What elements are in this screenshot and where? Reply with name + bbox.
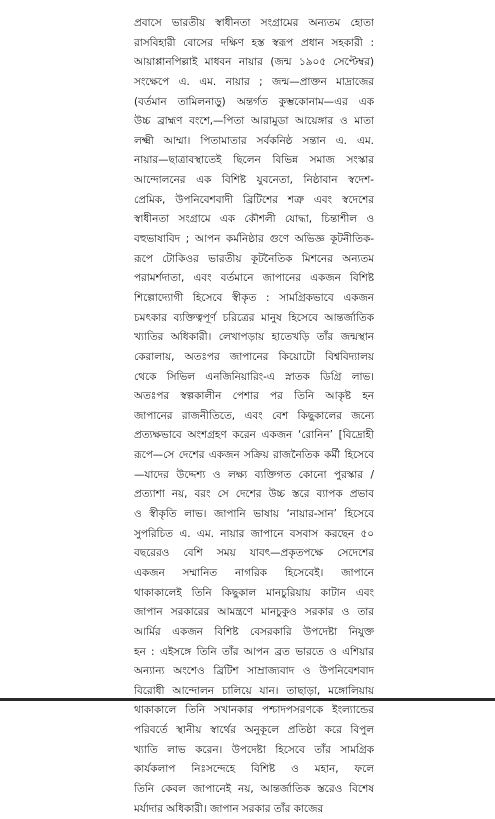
text-line: স্বাধীনতা সংগ্রামে এক কৌশলী যোদ্ধা, চিন্তাশীল ও bbox=[134, 213, 374, 226]
text-line: সংক্ষেপে এ. এম. নায়ার ; জন্ম—প্রাক্তন মাদ্রাজের bbox=[134, 75, 374, 88]
text-line: কার্যকলাপ নিঃসন্দেহে বিশিষ্ট ও মহান, ফলে bbox=[134, 763, 374, 776]
text-line: আয়াপ্পানপিল্লাই মাধবন নায়ার (জন্ম ১৯০৫ সেপ্টেম্বর) bbox=[134, 56, 374, 69]
text-line: খ্যাতি লাভ করেন। উপদেষ্টা হিসেবে তাঁর সামগ্রিক bbox=[134, 743, 374, 756]
text-line: একজন সম্মানিত নাগরিক হিসেবেই। জাপানে bbox=[134, 566, 374, 579]
text-line: সুপরিচিত এ. এম. নায়ার জাপানে বসবাস করছেন ৫০ bbox=[134, 527, 374, 540]
text-line: প্রত্যক্ষভাবে অংশগ্রহণ করেন একজন ‘রোনিন’ [বিদ্রোহী bbox=[134, 429, 374, 442]
text-line: বহুভাষাবিদ ; আপন কর্মনিষ্ঠার গুণে অভিজ্ঞ কূটনীতিক- bbox=[134, 233, 374, 246]
text-line: থাকাকালে তিনি সখানকার পশ্চাদপসরণকে ইংল্যান্ডের bbox=[134, 704, 374, 717]
text-line: হন : এইসঙ্গে তিনি তাঁর আপন ব্রত ভারতে ও এশিয়ার bbox=[134, 645, 374, 658]
text-line: চমৎকার ব্যক্তিত্বপূর্ণ চরিত্রের মানুষ হিসেবে আন্তর্জাতিক bbox=[134, 311, 374, 324]
text-line: জাপানের রাজনীতিতে, এবং বেশ কিছুকালের জন্যে bbox=[134, 409, 374, 422]
text-line: নায়ার—ছাত্রাবস্থাতেই ছিলেন বিভিন্ন সমাজ সংস্কার bbox=[134, 154, 374, 167]
text-line: প্রত্যাশা নয়, বরং সে দেশের উচ্চ স্তরে ব্যাপক প্রভাব bbox=[134, 488, 374, 501]
text-line: রাসবিহারী বোসের দক্ষিণ হস্ত স্বরূপ প্রধান সহকারী : bbox=[134, 36, 374, 49]
text-line: আর্মির একজন বিশিষ্ট বেসরকারি উপদেষ্টা নিযুক্ত bbox=[134, 625, 374, 638]
text-line: অতঃপর স্বল্পকালীন পেশার পর তিনি আকৃষ্ট হন bbox=[134, 390, 374, 403]
text-line: লক্ষ্মী আম্মা। পিতামাতার সর্বকনিষ্ঠ সন্তান এ. এম. bbox=[134, 134, 374, 147]
text-line: বিরোধী আন্দোলন চালিয়ে যান। তাছাড়া, মঙ্গোলিয়ায় bbox=[134, 684, 374, 697]
text-line: পরিবর্তে স্থানীয় স্বার্থের অনুকূলে প্রতিষ্ঠা করে বিপুল bbox=[134, 724, 374, 737]
text-line: (বর্তমান তামিলনাড়ু) অন্তর্গত কুম্ভকোনাম—এর এক bbox=[134, 95, 374, 108]
text-line: রূপে—সে দেশের একজন সক্রিয় রাজনৈতিক কর্মী হিসেবে bbox=[134, 449, 374, 462]
text-line: থাকাকালেই তিনি কিছুকাল মানচুরিয়ায় কাটান এবং bbox=[134, 586, 374, 599]
text-line: থেকে সিভিল এনজিনিয়ারিং-এ স্নাতক ডিগ্রি লাভ। bbox=[134, 370, 374, 383]
text-line: প্রবাসে ভারতীয় স্বাধীনতা সংগ্রামের অন্যতম হোতা bbox=[134, 17, 374, 29]
text-line: অন্যান্য অংশেও ব্রিটিশ সাম্রাজ্যবাদ ও উপনিবেশবাদ bbox=[134, 665, 374, 678]
text-line: আন্দোলনের এক বিশিষ্ট যুবনেতা, নিষ্ঠাবান স্বদেশ- bbox=[134, 174, 374, 187]
text-line: তিনি কেবল জাপানেই নয়, আন্তর্জাতিক স্তরেও বিশেষ bbox=[134, 782, 374, 795]
text-line: পরামর্শদাতা, এবং বর্তমানে জাপানের একজন বিশিষ্ট bbox=[134, 272, 374, 285]
text-line: শিল্পোদ্যোগী হিসেবে স্বীকৃত : সামগ্রিকভাবে একজন bbox=[134, 291, 374, 304]
text-line: খ্যাতির অধিকারী। লেখাপড়ায় হাতেখড়ি তাঁর জন্মস্থান bbox=[134, 331, 374, 344]
text-line: মর্যাদার অধিকারী। জাপান সরকার তাঁর কাজের bbox=[134, 802, 324, 815]
text-line: জাপান সরকারের আমন্ত্রণে মানচুকুও সরকার ও তার bbox=[134, 606, 374, 619]
text-line: ও স্বীকৃতি লাভ। জাপানি ভাষায় ‘নায়ার-সান’ হিসেবে bbox=[134, 508, 374, 521]
text-line: রূপে টোকিওর ভারতীয় কূটনৈতিক মিশনের অন্যতম bbox=[134, 252, 374, 265]
text-line: —যাদের উদ্দেশ্য ও লক্ষ্য ব্যক্তিগত কোনো পুরস্কার / bbox=[134, 468, 374, 481]
text-line: উচ্চ ব্রাহ্মণ বংশে,—পিতা আরামুডা আয়েঙ্গার ও মাতা bbox=[134, 115, 374, 128]
text-line: কেরালায়, অতঃপর জাপানের কিয়োটো বিশ্ববিদ্যালয় bbox=[134, 350, 374, 363]
text-line: প্রেমিক, উপনিবেশবাদী ব্রিটিশের শত্রু এবং স্বদেশের bbox=[134, 193, 374, 206]
text-line: বছরেরও বেশি সময় যাবৎ—প্রকৃতপক্ষে সেদেশের bbox=[134, 547, 374, 560]
